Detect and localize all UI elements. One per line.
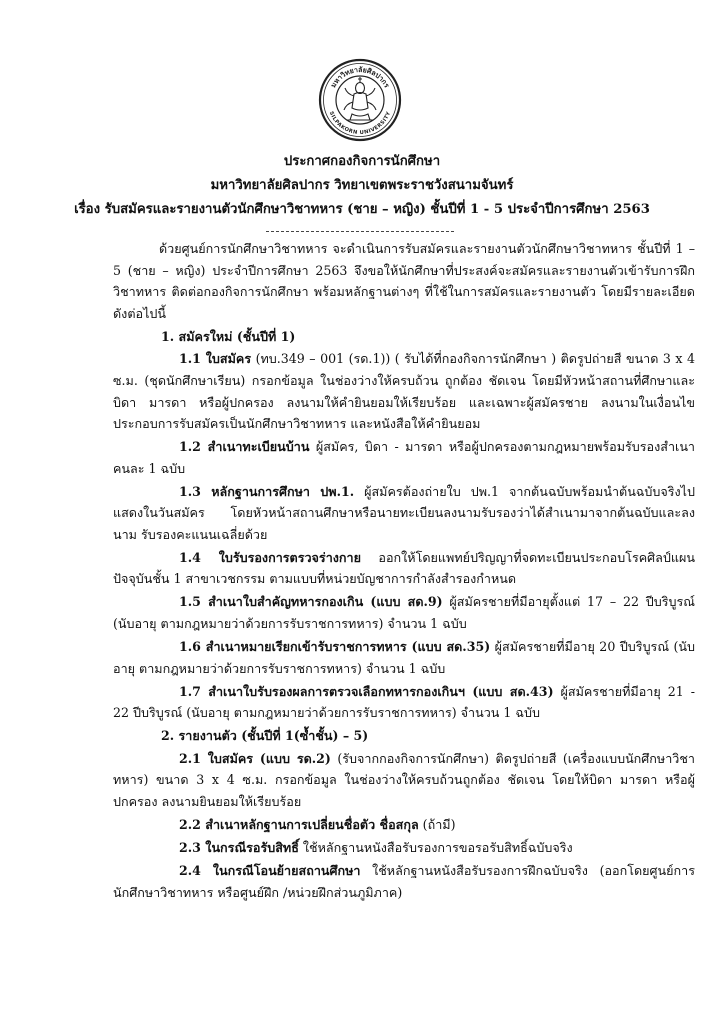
item-2-2-head: 2.2 สำเนาหลักฐานการเปลี่ยนชื่อตัว ชื่อสกุล xyxy=(179,816,419,832)
document-body xyxy=(113,238,695,905)
item-1-4-text: ออกให้โดยแพทย์ปริญญาที่จดทะเบียนประกอบโรคศิลป์แผนปัจจุบันชั้น 1 สาขาเวชกรรม ตามแบบที่หน่วยบัญชาการกำลังสำรองกำหนด xyxy=(113,549,695,587)
item-1-2-text: ผู้สมัคร, บิดา - มารดา หรือผู้ปกครองตามกฎหมายพร้อมรับรองสำเนาคนละ 1 ฉบับ xyxy=(113,439,695,476)
item-2-2-text: (ถ้ามี) xyxy=(418,816,456,832)
item-1-1 xyxy=(113,348,695,434)
item-1-5-text: ผู้สมัครชายที่มีอายุตั้งแต่ 17 – 22 ปีบริบูรณ์ (นับอายุ ตามกฎหมายว่าด้วยการรับราชการทหาร) จำนวน 1 ฉบับ xyxy=(113,594,695,632)
header-subject: เรื่อง รับสมัครและรายงานตัวนักศึกษาวิชาทหาร (ชาย – หญิง) ชั้นปีที่ 1 - 5 ประจำปีการศึกษา 2563 xyxy=(74,202,650,217)
item-1-6-head: 1.6 สำเนาหมายเรียกเข้ารับราชการทหาร (แบบ สด.35) xyxy=(179,639,491,655)
item-2-1-head: 2.1 ใบสมัคร (แบบ รด.2) xyxy=(179,750,331,766)
seal-emblem-icon xyxy=(318,58,402,142)
item-1-7 xyxy=(113,681,695,724)
item-2-4 xyxy=(113,860,695,903)
seal-top-text: มหาวิทยาลัยศิลปากร xyxy=(329,65,391,90)
item-2-1 xyxy=(113,748,695,813)
item-1-7-text: ผู้สมัครชายที่มีอายุ 21 - 22 ปีบริบูรณ์ (นับอายุ ตามกฎหมายว่าด้วยการรับราชการทหาร) จำนวน 1 ฉบับ xyxy=(113,683,695,721)
item-2-3-head: 2.3 ในกรณีรอรับสิทธิ์ xyxy=(179,839,299,855)
header-divider xyxy=(266,231,454,232)
deity-figure-icon xyxy=(344,77,376,120)
item-1-3 xyxy=(113,481,695,546)
item-1-1-text: (ทบ.349 – 001 (รด.1)) ( รับได้ที่กองกิจการนักศึกษา ) ติดรูปถ่ายสี ขนาด 3 x 4 ซ.ม. (ชุดนักศึกษาเรียน) กรอกข้อมูล ในช่องว่างให้ครบถ้วน ถูกต้อง ชัดเจน โดยมีหัวหน้าสถานที่ศึกษาและบิดา มารดา หรือผู้ปกครอง ลงนามให้คำยินยอมให้เรียบร้อย และเฉพาะผู้สมัครชาย ลงนามในเงื่อนไขประกอบการรับสมัครเป็นนักศึกษาวิชาทหาร และหนังสือให้คำยินยอม xyxy=(113,351,695,432)
item-2-4-head: 2.4 ในกรณีโอนย้ายสถานศึกษา xyxy=(179,862,361,878)
item-1-2-head: 1.2 สำเนาทะเบียนบ้าน xyxy=(179,439,310,455)
item-2-4-text: ใช้หลักฐานหนังสือรับรองการฝึกฉบับจริง (ออกโดยศูนย์การนักศึกษาวิชาทหาร หรือศูนย์ฝึก /หน่วยฝึกส่วนภูมิภาค) xyxy=(113,862,695,900)
announcement-header xyxy=(0,150,724,222)
item-1-4 xyxy=(113,547,695,590)
header-issuer: ประกาศกองกิจการนักศึกษา xyxy=(283,154,441,169)
item-1-4-head: 1.4 ใบรับรองการตรวจร่างกาย xyxy=(179,549,361,565)
item-2-1-text: (รับจากกองกิจการนักศึกษา) ติดรูปถ่ายสี (เครื่องแบบนักศึกษาวิชาทหาร) ขนาด 3 x 4 ซ.ม. กรอกข้อมูล ในช่องว่างให้ครบถ้วนถูกต้อง ชัดเจน โดยให้บิดา มารดา หรือผู้ปกครอง ลงนามยินยอมให้เรียบร้อย xyxy=(113,750,695,809)
item-1-7-head: 1.7 สำเนาใบรับรองผลการตรวจเลือกทหารกองเกินฯ (แบบ สด.43) xyxy=(179,683,554,699)
item-1-3-text: ผู้สมัครต้องถ่ายใบ ปพ.1 จากต้นฉบับพร้อมนำต้นฉบับจริงไปแสดงในวันสมัคร โดยหัวหน้าสถานศึกษาหรือนายทะเบียนลงนามรับรองว่าได้สำเนามาจากต้นฉบับและลงนาม รับรองคะแนนเฉลี่ยด้วย xyxy=(113,483,695,542)
intro-paragraph: ด้วยศูนย์การนักศึกษาวิชาทหาร จะดำเนินการรับสมัครและรายงานตัวนักศึกษาวิชาทหาร ชั้นปีที่ 1 – 5 (ชาย – หญิง) ประจำปีการศึกษา 2563 จึงขอให้นักศึกษาที่ประสงค์จะสมัครและรายงานตัวเข้ารับการฝึกวิชาทหาร ติดต่อกองกิจการนักศึกษา พร้อมหลักฐานต่างๆ ที่ใช้ในการสมัครและรายงานตัว โดยมีรายละเอียดดังต่อไปนี้ xyxy=(113,241,695,321)
seal-bottom-text: SILPAKORN UNIVERSITY xyxy=(327,110,393,137)
item-1-5 xyxy=(113,591,695,634)
item-1-1-head: 1.1 ใบสมัคร xyxy=(179,351,252,367)
item-1-3-head: 1.3 หลักฐานการศึกษา ปพ.1. xyxy=(179,483,355,499)
item-1-5-head: 1.5 สำเนาใบสำคัญทหารกองเกิน (แบบ สด.9) xyxy=(179,594,443,610)
item-2-3-text: ใช้หลักฐานหนังสือรับรองการขอรอรับสิทธิ์ฉบับจริง xyxy=(298,839,573,855)
item-2-3 xyxy=(113,837,695,859)
section-2-title: 2. รายงานตัว (ชั้นปีที่ 1(ซ้ำชั้น) – 5) xyxy=(161,728,369,744)
university-seal xyxy=(318,58,402,142)
header-university: มหาวิทยาลัยศิลปากร วิทยาเขตพระราชวังสนามจันทร์ xyxy=(210,178,514,193)
item-1-6-text: ผู้สมัครชายที่มีอายุ 20 ปีบริบูรณ์ (นับอายุ ตามกฎหมายว่าด้วยการรับราชการทหาร) จำนวน 1 ฉบับ xyxy=(113,639,696,676)
item-2-2 xyxy=(113,814,695,836)
section-1-title: 1. สมัครใหม่ (ชั้นปีที่ 1) xyxy=(161,328,296,344)
item-1-2 xyxy=(113,436,695,479)
item-1-6 xyxy=(113,636,695,679)
